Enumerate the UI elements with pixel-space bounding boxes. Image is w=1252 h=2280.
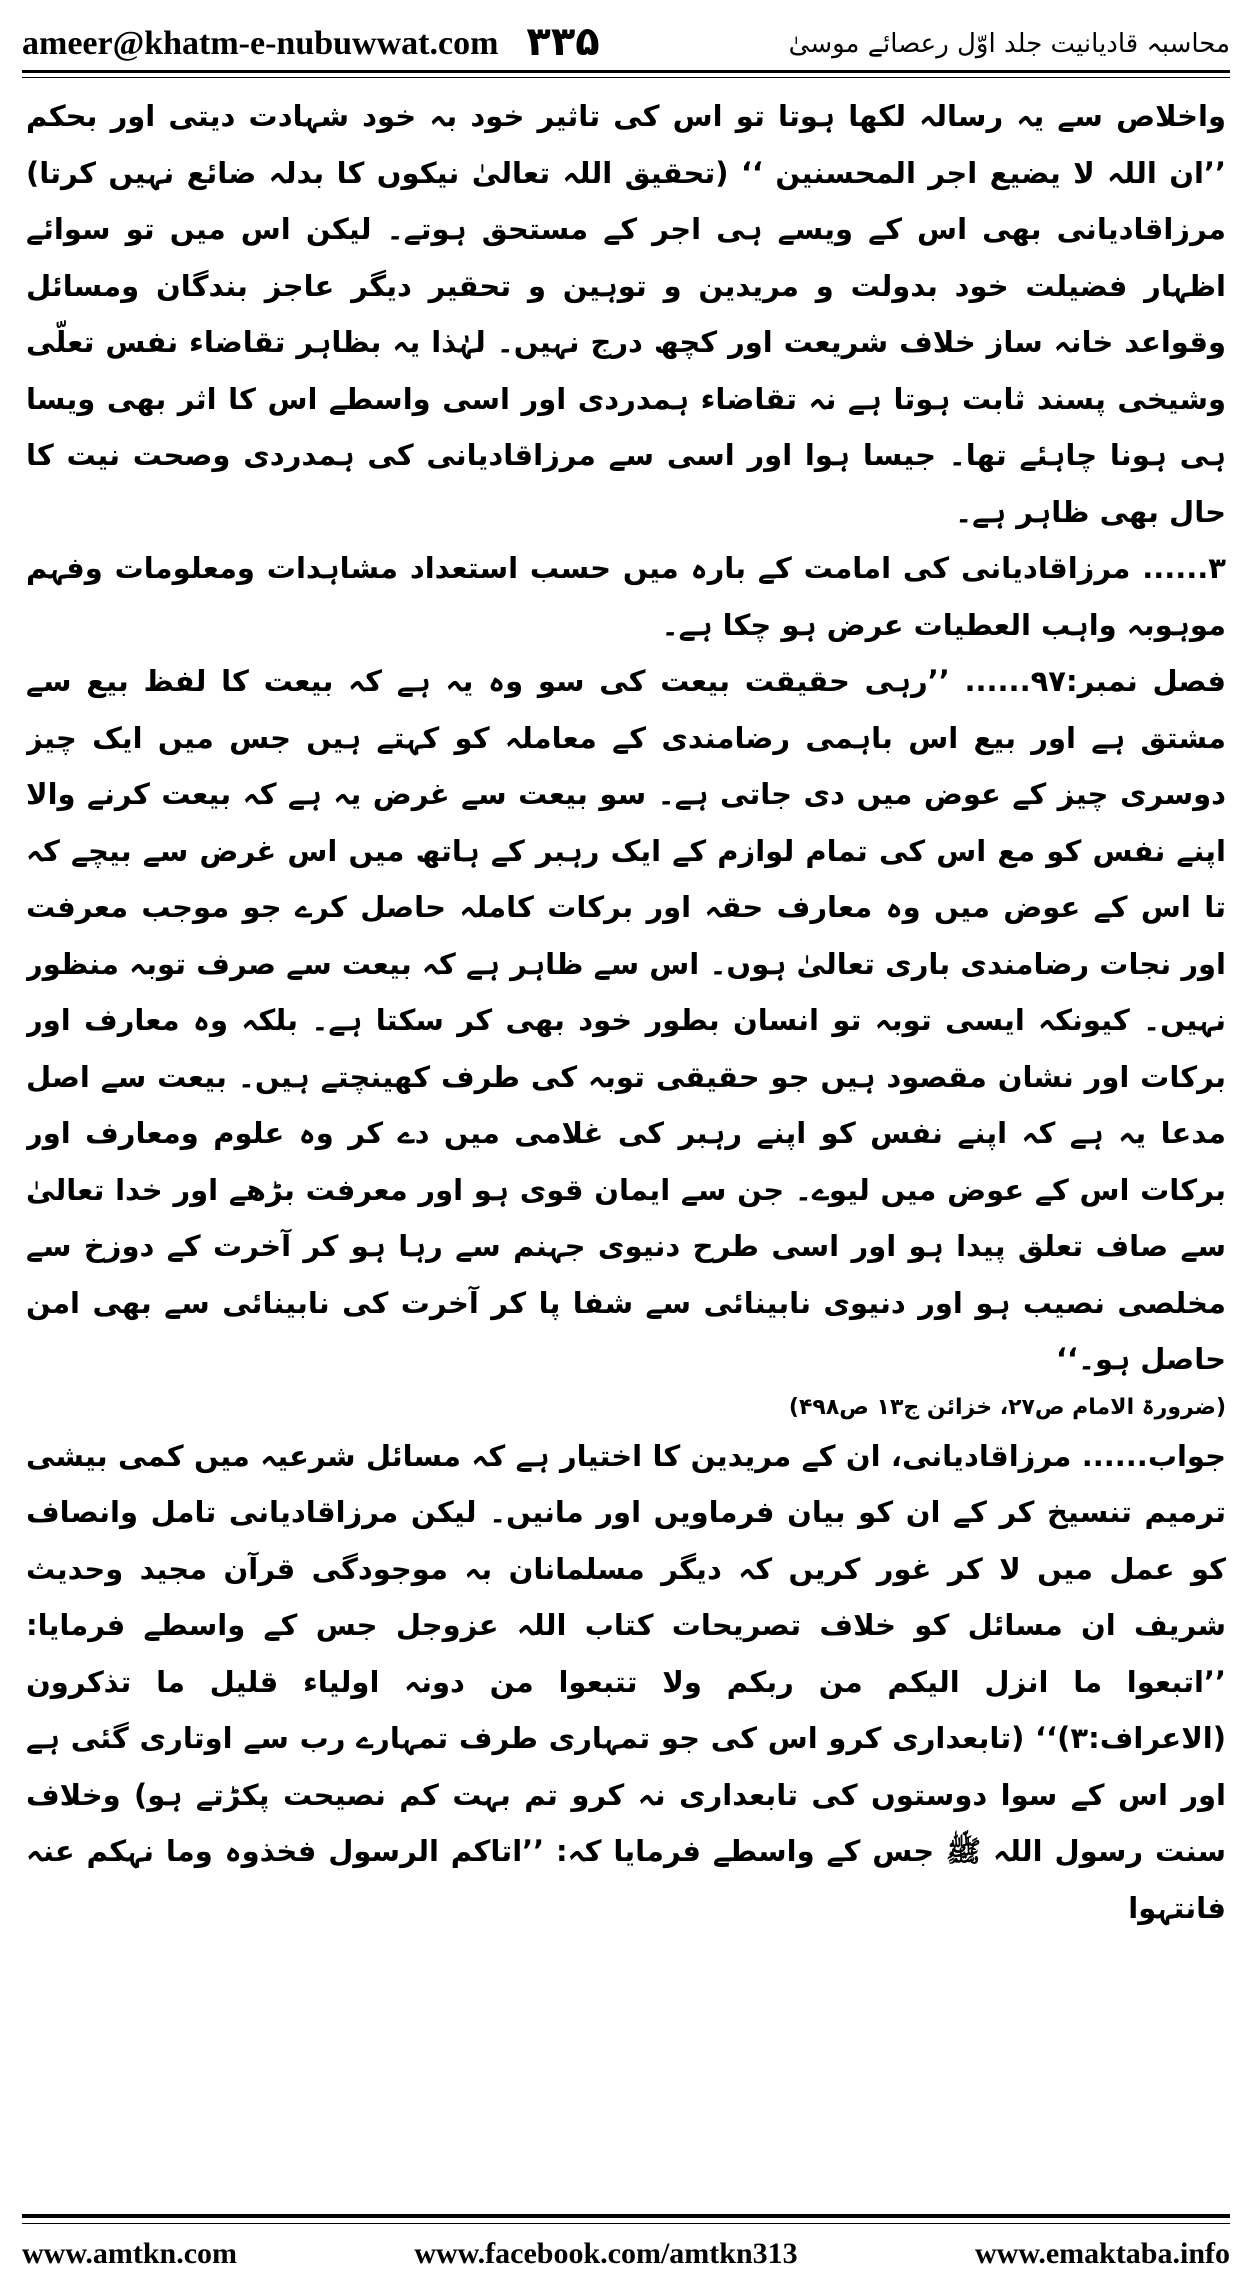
footer-link-amtkn[interactable]: www.amtkn.com bbox=[22, 2237, 237, 2270]
footer-rule-thin bbox=[22, 2223, 1230, 2224]
header-rule-thin bbox=[22, 77, 1230, 78]
paragraph-3: فصل نمبر:۹۷...... ’’رہی حقیقت بیعت کی سو وہ یہ ہے کہ بیعت کا لفظ بیع سے مشتق ہے اور بیع اس باہمی رضامندی کے معاملہ کو کہتے ہیں جس میں ایک چیز دوسری چیز کے عوض میں دی جاتی ہے۔ سو بیعت سے غرض یہ ہے کہ بیعت کرنے والا اپنے نفس کو مع اس کی تمام لوازم کے ایک رہبر کے ہاتھ میں اس غرض سے بیچے کہ تا اس کے عوض میں وہ معارف حقہ اور برکات کاملہ حاصل کرے جو موجب معرفت اور نجات رضامندی باری تعالیٰ ہوں۔ اس سے ظاہر ہے کہ بیعت سے صرف توبہ منظور نہیں۔ کیونکہ ایسی توبہ تو انسان بطور خود بھی کر سکتا ہے۔ بلکہ وہ معارف اور برکات اور نشان مقصود ہیں جو حقیقی توبہ کی طرف کھینچتے ہیں۔ بیعت سے اصل مدعا یہ ہے کہ اپنے نفس کو اپنے رہبر کی غلامی میں دے کر وہ علوم ومعارف اور برکات اس کے عوض میں لیوے۔ جن سے ایمان قوی ہو اور معرفت بڑھے اور خدا تعالیٰ سے صاف تعلق پیدا ہو اور اسی طرح دنیوی جہنم سے رہا ہو کر آخرت کے دوزخ سے مخلصی نصیب ہو اور دنیوی نابینائی سے شفا پا کر آخرت کی نابینائی سے بھی امن حاصل ہو۔‘‘ bbox=[26, 664, 1226, 1376]
citation-reference: (ضرورۃ الامام ص۲۷، خزائن ج۱۳ ص۴۹۸) bbox=[788, 1394, 1226, 1420]
header-email[interactable]: ameer@khatm-e-nubuwwat.com bbox=[22, 25, 499, 62]
page-footer bbox=[22, 2232, 1230, 2276]
page-number: ۳۳۵ bbox=[526, 19, 600, 65]
paragraph-4: جواب...... مرزاقادیانی، ان کے مریدین کا اختیار ہے کہ مسائل شرعیہ میں کمی بیشی ترمیم تنسیخ کر کے ان کو بیان فرماویں اور مانیں۔ لیکن مرزاقادیانی تامل وانصاف کو عمل میں لا کر غور کریں کہ دیگر مسلمانان بہ موجودگی قرآن مجید وحدیث شریف ان مسائل کو خلاف تصریحات کتاب اللہ عزوجل جس کے واسطے فرمایا: ’’اتبعوا ما انزل الیکم من ربکم ولا تتبعوا من دونہ اولیاء قلیل ما تذکرون (الاعراف:۳)‘‘ (تابعداری کرو اس کی جو تمہاری طرف تمہارے رب سے اوتاری گئی ہے اور اس کے سوا دوستوں کی تابعداری نہ کرو تم بہت کم نصیحت پکڑتے ہو) وخلاف سنت رسول اللہ ﷺ جس کے واسطے فرمایا کہ: ’’اتاکم الرسول فخذوہ وما نہکم عنہ فانتہوا bbox=[26, 1438, 1226, 1925]
paragraph-1: واخلاص سے یہ رسالہ لکھا ہوتا تو اس کی تاثیر خود بہ خود شہادت دیتی اور بحکم ’’ان اللہ لا یضیع اجر المحسنین ‘‘ (تحقیق اللہ تعالیٰ نیکوں کا بدلہ ضائع نہیں کرتا) مرزاقادیانی بھی اس کے ویسے ہی اجر کے مستحق ہوتے۔ لیکن اس میں تو سوائے اظہار فضیلت خود بدولت و مریدین و توہین و تحقیر دیگر عاجز بندگان ومسائل وقواعد خانہ ساز خلاف شریعت اور کچھ درج نہیں۔ لہٰذا یہ بظاہر تقاضاء نفس تعلّی وشیخی پسند ثابت ہوتا ہے نہ تقاضاء ہمدردی اور اسی واسطے اس کا اثر بھی ویسا ہی ہونا چاہئے تھا۔ جیسا ہوا اور اسی سے مرزاقادیانی کی ہمدردی وصحت نیت کا حال بھی ظاہر ہے۔ bbox=[26, 99, 1226, 529]
footer-link-facebook[interactable]: www.facebook.com/amtkn313 bbox=[414, 2237, 798, 2270]
header-rule bbox=[22, 70, 1230, 73]
footer-link-emaktaba[interactable]: www.emaktaba.info bbox=[974, 2237, 1230, 2270]
body-text bbox=[26, 88, 1226, 2168]
footer-rule bbox=[22, 2214, 1230, 2218]
paragraph-2: ۳...... مرزاقادیانی کی امامت کے بارہ میں حسب استعداد مشاہدات ومعلومات وفہم موہوبہ واہب العطیات عرض ہو چکا ہے۔ bbox=[26, 551, 1226, 642]
running-title: محاسبہ قادیانیت جلد اوّل رعصائے موسیٰ bbox=[788, 29, 1230, 59]
page-header bbox=[22, 0, 1230, 64]
header-left-group bbox=[22, 20, 600, 64]
